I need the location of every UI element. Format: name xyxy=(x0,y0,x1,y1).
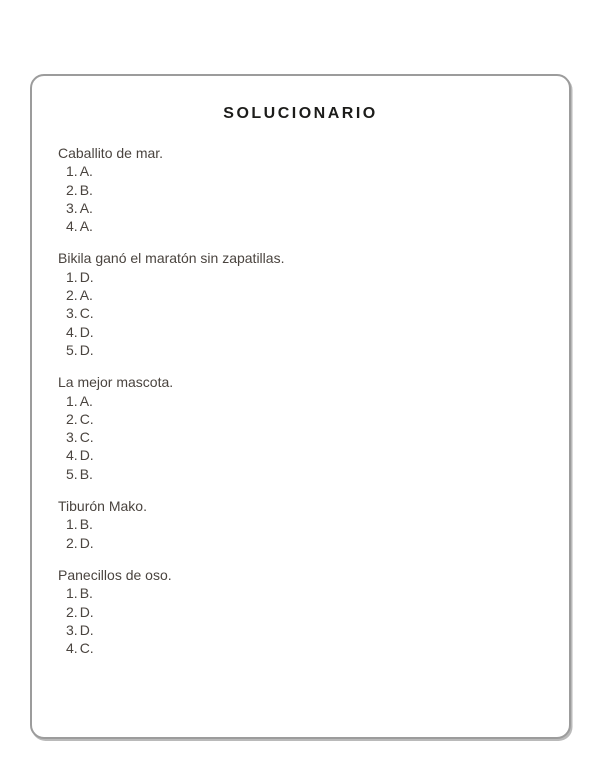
answer-letter: D. xyxy=(79,341,94,358)
answer-letter: B. xyxy=(79,465,93,482)
answer-number: 4. xyxy=(66,447,78,464)
answer-number: 4. xyxy=(66,323,78,340)
answer-number: 3. xyxy=(66,305,78,322)
answer-item xyxy=(58,286,543,304)
answer-number: 3. xyxy=(66,199,78,216)
section-heading: La mejor mascota. xyxy=(58,374,174,391)
answer-number: 5. xyxy=(66,341,78,358)
answer-number: 2. xyxy=(66,534,78,551)
section-panecillos xyxy=(58,566,543,657)
answer-item xyxy=(58,584,543,602)
answer-number: 3. xyxy=(66,621,78,638)
answer-letter: A. xyxy=(79,287,93,304)
answer-item xyxy=(58,181,543,199)
answer-number: 2. xyxy=(66,410,78,427)
answer-item xyxy=(58,217,543,235)
section-heading: Caballito de mar. xyxy=(58,145,164,161)
answer-letter: D. xyxy=(79,621,94,638)
section-bikila xyxy=(58,249,543,359)
section-mascota xyxy=(58,373,543,483)
answer-item xyxy=(58,162,543,180)
answer-letter: D. xyxy=(79,268,94,285)
answer-item xyxy=(58,639,543,657)
answer-item xyxy=(58,446,543,464)
answer-number: 5. xyxy=(66,465,78,482)
answer-letter: D. xyxy=(79,323,94,340)
answer-number: 1. xyxy=(66,392,78,409)
section-caballito xyxy=(58,144,543,235)
answer-number: 4. xyxy=(66,218,78,235)
answer-number: 2. xyxy=(66,181,78,198)
answer-item xyxy=(58,392,543,410)
answer-letter: C. xyxy=(79,305,94,322)
answer-letter: C. xyxy=(79,640,94,657)
answer-letter: A. xyxy=(79,199,93,216)
answer-item xyxy=(58,534,543,552)
answer-item xyxy=(58,410,543,428)
answer-letter: A. xyxy=(79,163,93,180)
answer-number: 1. xyxy=(66,163,78,180)
answer-letter: B. xyxy=(79,181,93,198)
answer-sheet-card xyxy=(30,74,571,739)
answer-item xyxy=(58,465,543,483)
answer-letter: B. xyxy=(79,585,93,602)
section-heading: Bikila ganó el maratón sin zapatillas. xyxy=(58,250,285,267)
answer-number: 1. xyxy=(66,268,78,285)
answer-item xyxy=(58,428,543,446)
answer-item xyxy=(58,199,543,217)
answer-number: 4. xyxy=(66,640,78,657)
section-tiburon xyxy=(58,497,543,552)
section-heading: Tiburón Mako. xyxy=(58,498,147,515)
answer-letter: D. xyxy=(79,603,94,620)
answer-number: 1. xyxy=(66,585,78,602)
answer-item xyxy=(58,603,543,621)
answer-letter: A. xyxy=(79,392,93,409)
answer-item xyxy=(58,621,543,639)
page-title: SOLUCIONARIO xyxy=(223,105,378,122)
answer-letter: A. xyxy=(79,218,93,235)
answer-item xyxy=(58,268,543,286)
answer-item xyxy=(58,341,543,359)
answer-letter: B. xyxy=(79,516,93,533)
answer-item xyxy=(58,515,543,533)
answer-item xyxy=(58,304,543,322)
answer-letter: C. xyxy=(79,410,94,427)
answer-item xyxy=(58,323,543,341)
answer-number: 1. xyxy=(66,516,78,533)
answer-number: 2. xyxy=(66,603,78,620)
answer-letter: D. xyxy=(79,534,94,551)
answer-number: 2. xyxy=(66,287,78,304)
answer-letter: D. xyxy=(79,447,94,464)
section-heading: Panecillos de oso. xyxy=(58,566,172,583)
answer-letter: C. xyxy=(79,429,94,446)
answer-number: 3. xyxy=(66,429,78,446)
